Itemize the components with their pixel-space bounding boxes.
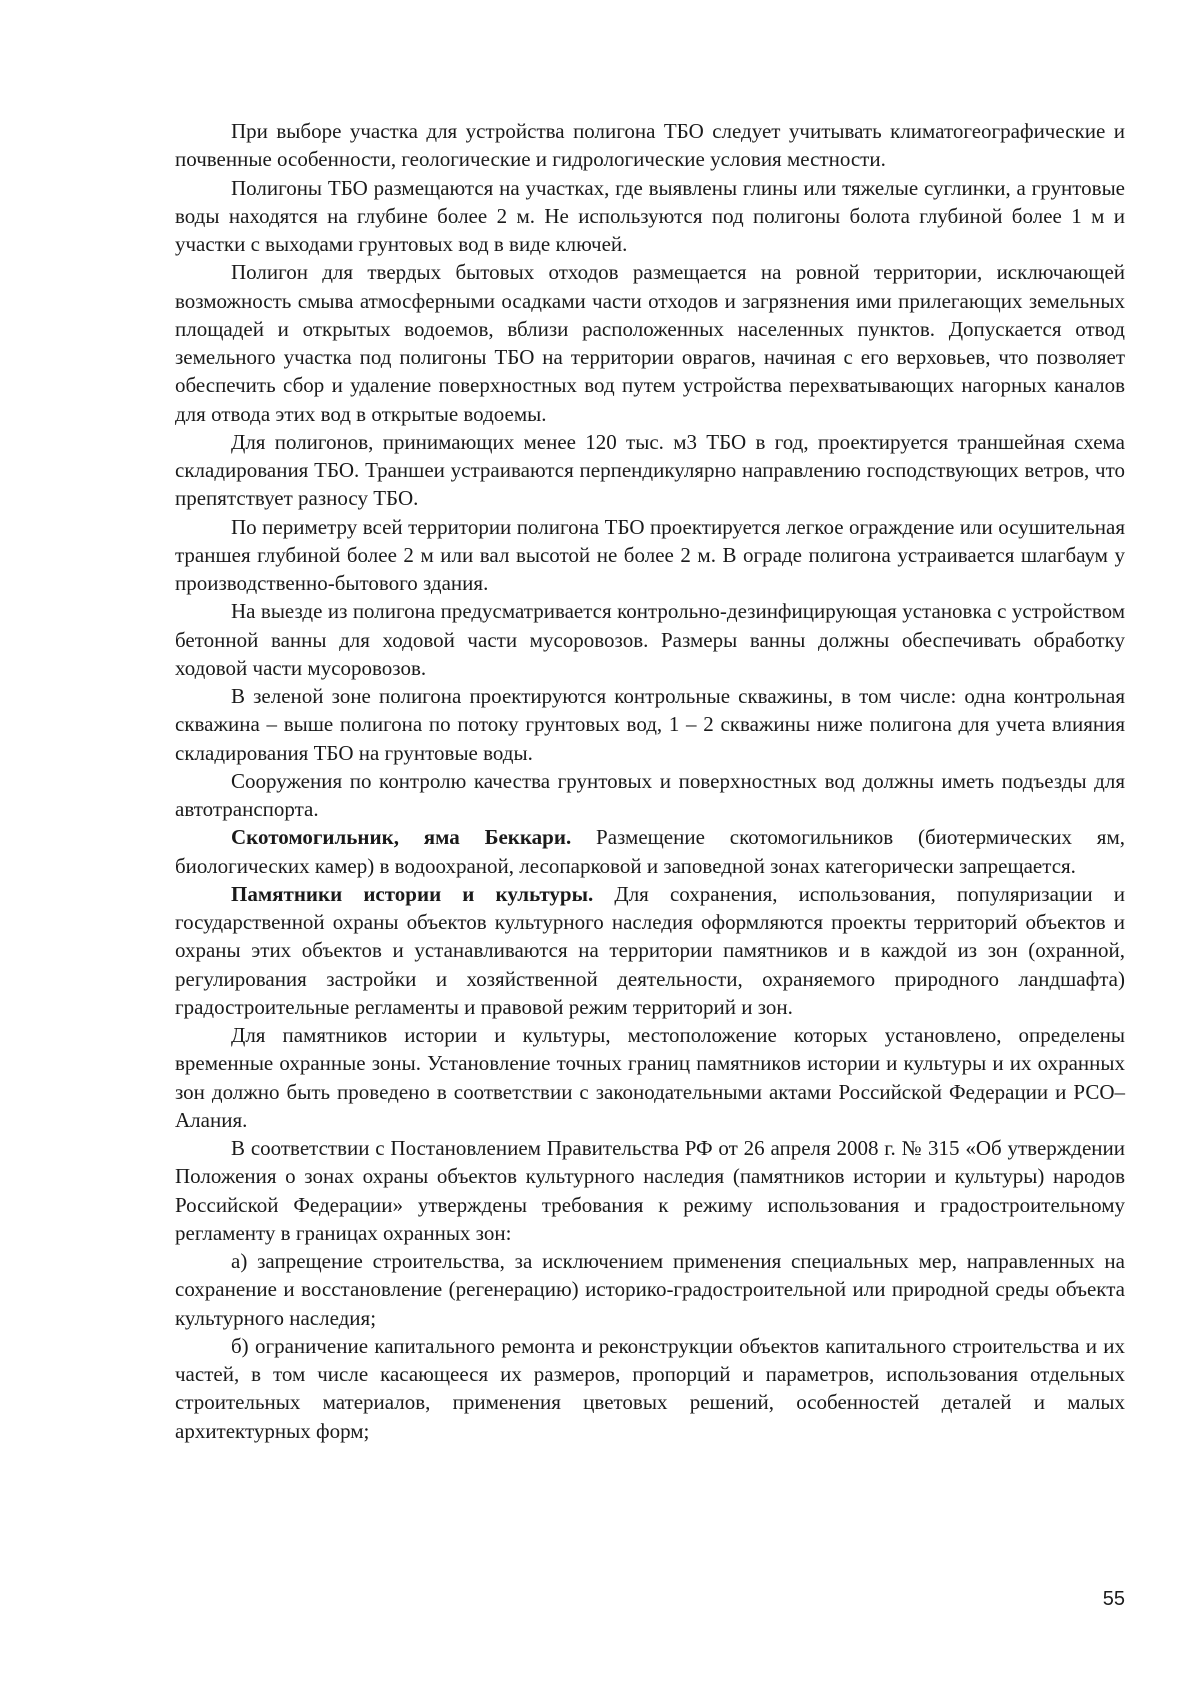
paragraph-lead: Скотомогильник, яма Беккари. [231,825,572,850]
paragraph [175,258,1125,428]
paragraph-text: По периметру всей территории полигона ТБО проектируется легкое ограждение или осушительная траншея глубиной более 2 м или вал высотой не более 2 м. В ограде полигона устраивается шлагбаум у производственно-бытового здания. [175,514,1125,595]
paragraph-text: Для памятников истории и культуры, местоположение которых установлено, определены временные охранные зоны. Установление точных границ памятников истории и культуры и их охранных зон должно быть проведено в соответствии с законодательными актами Российской Федерации и РСО–Алания. [175,1023,1125,1132]
paragraph-text: Для полигонов, принимающих менее 120 тыс. м3 ТБО в год, проектируется траншейная схема складирования ТБО. Траншеи устраиваются перпендикулярно направлению господствующих ветров, что препятствует разносу ТБО. [175,429,1125,511]
paragraph-lead: Памятники истории и культуры. [231,881,594,906]
page-number: 55 [1102,1588,1125,1610]
paragraph [175,1247,1125,1332]
paragraph [175,513,1125,598]
paragraph-text: а) запрещение строительства, за исключением применения специальных мер, направленных на сохранение и восстановление (регенерацию) историко-градостроительной или природной среды объекта культурного наследия; [175,1249,1125,1330]
paragraph [175,823,1125,880]
paragraph-text: Размещение скотомогильников (биотермических ям, биологических камер) в водоохраной, лесопарковой и заповедной зонах категорически запрещается. [175,825,1125,878]
paragraph-text: Для сохранения, использования, популяризации и государственной охраны объектов культурного наследия оформляются проекты территорий объектов и охраны этих объектов и устанавливаются на территории памятников и в каждой из зон (охранной, регулирования застройки и хозяйственной деятельности, охраняемого природного ландшафта) градостроительные регламенты и правовой режим территорий и зон. [175,881,1125,1019]
paragraph-text: В зеленой зоне полигона проектируются контрольные скважины, в том числе: одна контрольная скважина – выше полигона по потоку грунтовых вод, 1 – 2 скважины ниже полигона для учета влияния складирования ТБО на грунтовые воды. [175,684,1125,765]
paragraph [175,1332,1125,1445]
paragraph-text: На выезде из полигона предусматривается контрольно-дезинфицирующая установка с устройством бетонной ванны для ходовой части мусоровозов. Размеры ванны должны обеспечивать обработку ходовой части мусоровозов. [175,599,1125,680]
paragraph [175,767,1125,824]
paragraph-text: При выборе участка для устройства полигона ТБО следует учитывать климатогеографические и почвенные особенности, геологические и гидрологические условия местности. [175,119,1125,172]
paragraph [175,597,1125,682]
paragraph [175,174,1125,259]
paragraph [175,1021,1125,1134]
document-body [175,117,1125,1445]
paragraph-text: В соответствии с Постановлением Правительства РФ от 26 апреля 2008 г. № 315 «Об утверждении Положения о зонах охраны объектов культурного наследия (памятников истории и культуры) народов Российской Федерации» утверждены требования к режиму использования и градостроительному регламенту в границах охранных зон: [175,1136,1125,1245]
paragraph-text: Сооружения по контролю качества грунтовых и поверхностных вод должны иметь подъезды для автотранспорта. [175,768,1125,821]
paragraph [175,117,1125,174]
paragraph-text: Полигоны ТБО размещаются на участках, где выявлены глины или тяжелые суглинки, а грунтовые воды находятся на глубине более 2 м. Не используются под полигоны болота глубиной более 1 м и участки с выходами грунтовых вод в виде ключей. [175,175,1125,256]
paragraph [175,428,1125,513]
paragraph-text: Полигон для твердых бытовых отходов размещается на ровной территории, исключающей возможность смыва атмосферными осадками части отходов и загрязнения ими прилегающих земельных площадей и открытых водоемов, вблизи расположенных населенных пунктов. Допускается отвод земельного участка под полигоны ТБО на территории оврагов, начиная с его верховьев, что позволяет обеспечить сбор и удаление поверхностных вод путем устройства перехватывающих нагорных каналов для отвода этих вод в открытые водоемы. [175,260,1125,426]
paragraph-text: б) ограничение капитального ремонта и реконструкции объектов капитального строительства и их частей, в том числе касающееся их размеров, пропорций и параметров, использования отдельных строительных материалов, применения цветовых решений, особенностей деталей и малых архитектурных форм; [175,1333,1125,1443]
paragraph [175,682,1125,767]
paragraph [175,880,1125,1021]
paragraph [175,1134,1125,1247]
